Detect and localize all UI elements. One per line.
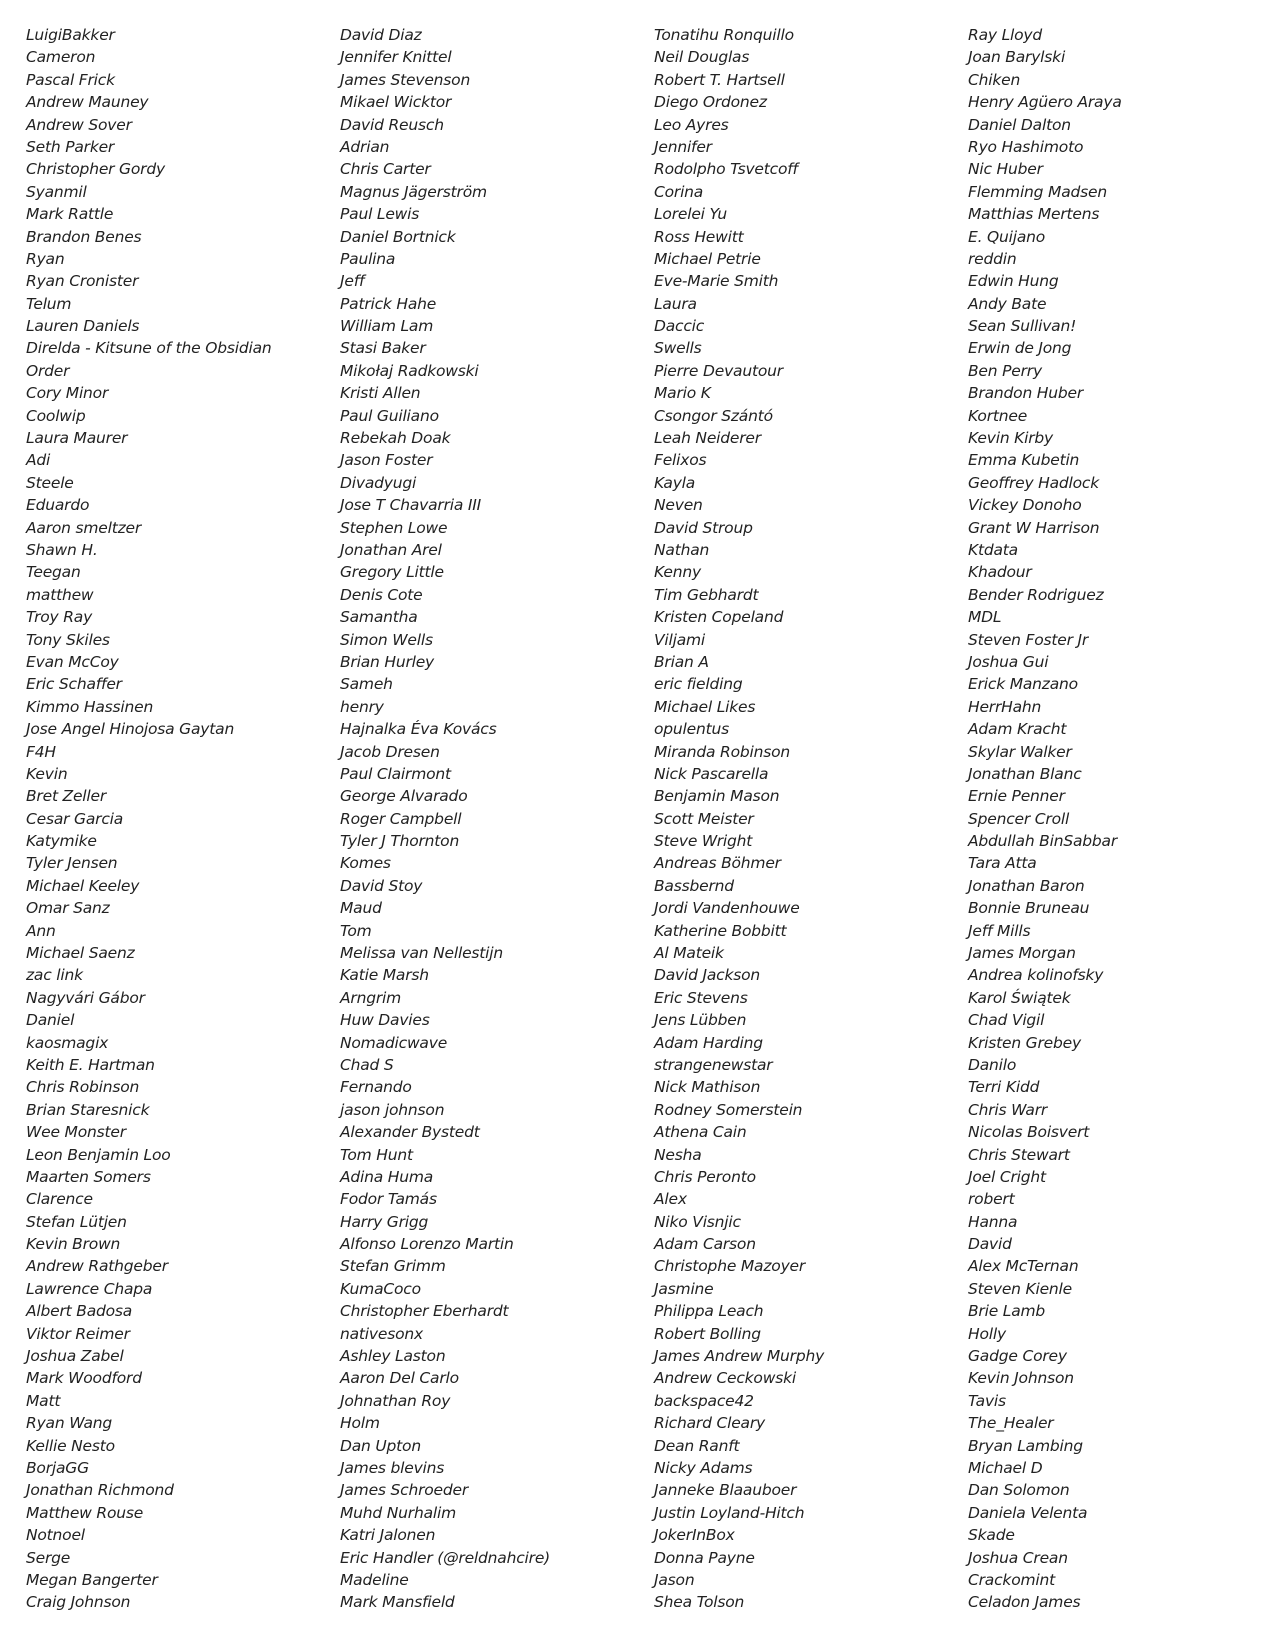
name-entry: Simon Wells xyxy=(340,630,433,649)
name-entry: Adam Kracht xyxy=(968,720,1067,739)
name-entry: zac link xyxy=(26,966,83,985)
name-entry: Chad Vigil xyxy=(968,1011,1045,1030)
name-entry: Athena Cain xyxy=(654,1123,747,1142)
name-entry: Erwin de Jong xyxy=(968,339,1072,358)
name-entry: Jonathan Blanc xyxy=(968,764,1082,783)
name-entry: Matthias Mertens xyxy=(968,205,1100,224)
name-entry: E. Quijano xyxy=(968,227,1046,246)
name-entry: Andrew Rathgeber xyxy=(26,1257,168,1276)
name-entry: Lauren Daniels xyxy=(26,317,140,336)
name-entry: Jens Lübben xyxy=(654,1011,747,1030)
name-entry: Erick Manzano xyxy=(968,675,1078,694)
name-entry: Joel Cright xyxy=(968,1167,1046,1186)
name-entry: Rodolpho Tsvetcoff xyxy=(654,160,798,179)
name-entry: Samantha xyxy=(340,608,418,627)
name-entry: Spencer Croll xyxy=(968,809,1070,828)
name-entry: Ashley Laston xyxy=(340,1347,446,1366)
name-entry: Jacob Dresen xyxy=(340,742,440,761)
name-entry: Henry Agüero Araya xyxy=(968,93,1122,112)
name-entry: Paul Lewis xyxy=(340,205,420,224)
name-entry: Brian Hurley xyxy=(340,652,435,671)
name-entry: Andy Bate xyxy=(968,294,1047,313)
name-entry: Ryan xyxy=(26,249,65,268)
name-entry: Tyler Jensen xyxy=(26,854,118,873)
name-entry: James Andrew Murphy xyxy=(654,1347,825,1366)
name-entry: Eric Handler (@reldnahcire) xyxy=(340,1548,551,1567)
name-entry: Cory Minor xyxy=(26,384,109,403)
name-entry: Daccic xyxy=(654,317,705,336)
name-entry: James Morgan xyxy=(968,944,1076,963)
name-entry: Pierre Devautour xyxy=(654,361,783,380)
name-entry: Alex McTernan xyxy=(968,1257,1079,1276)
name-entry: Hanna xyxy=(968,1212,1018,1231)
name-entry: Jose Angel Hinojosa Gaytan xyxy=(26,720,235,739)
name-entry: Ann xyxy=(26,921,56,940)
name-entry: LuigiBakker xyxy=(26,26,115,44)
name-entry: Alfonso Lorenzo Martin xyxy=(340,1235,514,1254)
name-entry: Mark Rattle xyxy=(26,205,114,224)
name-entry: Diego Ordonez xyxy=(654,93,767,112)
name-entry: Maarten Somers xyxy=(26,1167,151,1186)
name-entry: Ryan Wang xyxy=(26,1414,113,1433)
name-entry: Evan McCoy xyxy=(26,652,119,671)
name-entry: Jennifer xyxy=(654,137,712,156)
name-entry: Michael Saenz xyxy=(26,944,135,963)
name-entry: Christopher Eberhardt xyxy=(340,1302,509,1321)
name-entry: Shea Tolson xyxy=(654,1593,745,1612)
name-entry: jason johnson xyxy=(340,1100,445,1119)
name-entry: Brie Lamb xyxy=(968,1302,1046,1321)
name-entry: Eric Stevens xyxy=(654,988,748,1007)
name-entry: David Jackson xyxy=(654,966,761,985)
name-entry: Stephen Lowe xyxy=(340,518,448,537)
name-entry: Adrian xyxy=(340,137,390,156)
name-entry: Bret Zeller xyxy=(26,787,107,806)
name-entry: Aaron Del Carlo xyxy=(340,1369,459,1388)
name-entry: Steve Wright xyxy=(654,832,753,851)
name-entry: Gregory Little xyxy=(340,563,444,582)
name-entry: Ryan Cronister xyxy=(26,272,139,291)
name-entry: Chris Warr xyxy=(968,1100,1048,1119)
name-entry: matthew xyxy=(26,585,94,604)
name-entry: Adam Harding xyxy=(654,1033,763,1052)
name-entry: Albert Badosa xyxy=(26,1302,133,1321)
name-entry: Joshua Zabel xyxy=(26,1347,124,1366)
name-entry: Andrew Mauney xyxy=(26,93,149,112)
name-entry: Danilo xyxy=(968,1055,1017,1074)
name-entry: Hajnalka Éva Kovács xyxy=(340,720,497,739)
name-entry: Skylar Walker xyxy=(968,742,1072,761)
name-entry: Fodor Tamás xyxy=(340,1190,437,1209)
name-entry: Jason Foster xyxy=(340,451,433,470)
name-entry: Tom xyxy=(340,921,372,940)
name-entry: Muhd Nurhalim xyxy=(340,1503,457,1522)
name-entry: Tim Gebhardt xyxy=(654,585,759,604)
name-entry: Stefan Grimm xyxy=(340,1257,446,1276)
name-entry: Nicolas Boisvert xyxy=(968,1123,1090,1142)
name-entry: backspace42 xyxy=(654,1391,754,1410)
name-entry: Matthew Rouse xyxy=(26,1503,144,1522)
name-entry: Jose T Chavarria III xyxy=(340,496,481,515)
name-entry: Lawrence Chapa xyxy=(26,1279,153,1298)
name-entry: MDL xyxy=(968,608,1002,627)
name-entry: Laura xyxy=(654,294,697,313)
name-entry: nativesonx xyxy=(340,1324,423,1343)
name-entry: James blevins xyxy=(340,1459,445,1477)
name-entry: Sean Sullivan! xyxy=(968,317,1077,336)
name-entry: Mario K xyxy=(654,384,711,403)
name-entry: Adi xyxy=(26,451,51,470)
name-entry: Daniel Dalton xyxy=(968,115,1071,134)
name-entry: Robert Bolling xyxy=(654,1324,761,1343)
name-entry: Maud xyxy=(340,899,382,918)
name-entry: kaosmagix xyxy=(26,1033,109,1052)
name-entry: Benjamin Mason xyxy=(654,787,780,806)
name-entry: strangenewstar xyxy=(654,1055,773,1074)
name-entry: F4H xyxy=(26,742,56,761)
name-entry: Nic Huber xyxy=(968,160,1043,179)
name-entry: Harry Grigg xyxy=(340,1212,429,1231)
name-entry: David Stoy xyxy=(340,876,423,895)
name-entry: Steven Foster Jr xyxy=(968,630,1089,649)
name-entry: Ernie Penner xyxy=(968,787,1065,806)
name-entry: Geoffrey Hadlock xyxy=(968,473,1100,492)
name-entry: robert xyxy=(968,1190,1015,1209)
name-entry: Brian Staresnick xyxy=(26,1100,150,1119)
name-entry: Tom Hunt xyxy=(340,1145,413,1164)
name-entry: Joshua Crean xyxy=(968,1548,1068,1567)
name-entry: Kimmo Hassinen xyxy=(26,697,154,716)
name-entry: Kevin Johnson xyxy=(968,1369,1074,1388)
name-entry: Joan Barylski xyxy=(968,48,1066,67)
name-entry: Andrea kolinofsky xyxy=(968,966,1104,985)
name-entry: Scott Meister xyxy=(654,809,754,828)
name-entry: Jeff Mills xyxy=(968,921,1031,940)
name-entry: Eric Schaffer xyxy=(26,675,122,694)
name-entry: Syanmil xyxy=(26,182,87,201)
name-entry: BorjaGG xyxy=(26,1459,89,1477)
name-entry: Neil Douglas xyxy=(654,48,750,67)
name-entry: Kristen Copeland xyxy=(654,608,784,627)
name-entry: Alex xyxy=(654,1190,687,1209)
name-entry: Eduardo xyxy=(26,496,90,515)
name-entry: Fernando xyxy=(340,1078,412,1097)
name-entry: Terri Kidd xyxy=(968,1078,1040,1097)
name-entry: reddin xyxy=(968,249,1017,268)
name-entry: Jordi Vandenhouwe xyxy=(654,899,800,918)
name-entry: Kristen Grebey xyxy=(968,1033,1081,1052)
name-entry: Michael D xyxy=(968,1459,1043,1477)
name-entry: KumaCoco xyxy=(340,1279,421,1298)
name-entry: Leah Neiderer xyxy=(654,429,761,448)
name-entry: Megan Bangerter xyxy=(26,1570,158,1589)
name-entry: Christopher Gordy xyxy=(26,160,165,179)
name-entry: opulentus xyxy=(654,720,729,739)
name-entry: Michael Keeley xyxy=(26,876,140,895)
name-entry: Wee Monster xyxy=(26,1123,126,1142)
name-entry: Cameron xyxy=(26,48,96,67)
name-entry: Paul Clairmont xyxy=(340,764,451,783)
name-entry: Tara Atta xyxy=(968,854,1037,873)
name-entry: Andreas Böhmer xyxy=(654,854,781,873)
name-entry: Nick Mathison xyxy=(654,1078,761,1097)
name-entry: Stefan Lütjen xyxy=(26,1212,127,1231)
name-entry: Jasmine xyxy=(654,1279,714,1298)
name-entry: Madeline xyxy=(340,1570,409,1589)
name-entry: Mark Mansfield xyxy=(340,1593,455,1612)
name-column-3 xyxy=(654,24,944,1614)
name-entry: Dean Ranft xyxy=(654,1436,740,1455)
name-entry: Jeff xyxy=(340,272,365,291)
name-entry: Skade xyxy=(968,1526,1015,1545)
name-entry: Kevin Kirby xyxy=(968,429,1054,448)
name-entry: David Stroup xyxy=(654,518,753,537)
name-entry: Shawn H. xyxy=(26,540,98,559)
name-entry: Mikołaj Radkowski xyxy=(340,361,479,380)
name-entry: Chris Stewart xyxy=(968,1145,1070,1164)
name-entry: Divadyugi xyxy=(340,473,417,492)
name-entry: The_Healer xyxy=(968,1414,1054,1433)
name-entry: Bassbernd xyxy=(654,876,734,895)
name-entry: Dan Solomon xyxy=(968,1481,1070,1500)
name-entry: Emma Kubetin xyxy=(968,451,1080,470)
name-entry: Jennifer Knittel xyxy=(340,48,452,67)
name-entry: Steven Kienle xyxy=(968,1279,1072,1298)
name-entry: Nick Pascarella xyxy=(654,764,769,783)
name-entry: Katri Jalonen xyxy=(340,1526,436,1545)
name-entry: Omar Sanz xyxy=(26,899,110,918)
name-entry: Karol Świątek xyxy=(968,988,1071,1007)
name-entry: Janneke Blaauboer xyxy=(654,1481,797,1500)
name-entry: James Stevenson xyxy=(340,70,471,89)
name-entry: Adam Carson xyxy=(654,1235,756,1254)
name-entry: Jonathan Baron xyxy=(968,876,1085,895)
name-entry: Cesar Garcia xyxy=(26,809,124,828)
name-entry: Robert T. Hartsell xyxy=(654,70,785,89)
name-entry: Miranda Robinson xyxy=(654,742,791,761)
name-entry: Nesha xyxy=(654,1145,702,1164)
name-entry: George Alvarado xyxy=(340,787,468,806)
name-entry: Kevin Brown xyxy=(26,1235,121,1254)
name-entry: Huw Davies xyxy=(340,1011,430,1030)
name-entry: Order xyxy=(26,361,70,380)
name-entry: Vickey Donoho xyxy=(968,496,1082,515)
name-entry: Celadon James xyxy=(968,1593,1081,1612)
name-entry: Felixos xyxy=(654,451,707,470)
name-entry: Brandon Benes xyxy=(26,227,142,246)
name-entry: Kayla xyxy=(654,473,696,492)
name-entry: Matt xyxy=(26,1391,61,1410)
name-entry: Katie Marsh xyxy=(340,966,429,985)
name-entry: Adina Huma xyxy=(340,1167,434,1186)
name-entry: Daniel Bortnick xyxy=(340,227,456,246)
name-entry: Leo Ayres xyxy=(654,115,729,134)
name-entry: Edwin Hung xyxy=(968,272,1059,291)
name-entry: Katymike xyxy=(26,832,97,851)
name-entry: Jason xyxy=(654,1570,695,1589)
name-entry: Tyler J Thornton xyxy=(340,832,460,851)
name-entry: Stasi Baker xyxy=(340,339,426,358)
name-entry: Niko Visnjic xyxy=(654,1212,741,1231)
name-entry: Eve-Marie Smith xyxy=(654,272,779,291)
name-entry: Ryo Hashimoto xyxy=(968,137,1084,156)
name-entry: Komes xyxy=(340,854,391,873)
name-entry: Leon Benjamin Loo xyxy=(26,1145,171,1164)
name-entry: Viktor Reimer xyxy=(26,1324,130,1343)
name-entry: Nicky Adams xyxy=(654,1459,753,1477)
name-entry: Brandon Huber xyxy=(968,384,1084,403)
name-entry: Justin Loyland-Hitch xyxy=(654,1503,805,1522)
name-entry: Swells xyxy=(654,339,702,358)
name-entry: eric fielding xyxy=(654,675,743,694)
name-entry: Andrew Sover xyxy=(26,115,132,134)
name-entry: Andrew Ceckowski xyxy=(654,1369,796,1388)
name-entry: Christophe Mazoyer xyxy=(654,1257,806,1276)
name-entry: David xyxy=(968,1235,1012,1254)
name-entry: Holly xyxy=(968,1324,1006,1343)
name-entry: Pascal Frick xyxy=(26,70,115,89)
name-entry: Steele xyxy=(26,473,74,492)
name-entry: Daniela Velenta xyxy=(968,1503,1088,1522)
name-entry: Troy Ray xyxy=(26,608,93,627)
name-entry: Abdullah BinSabbar xyxy=(968,832,1118,851)
name-entry: Rebekah Doak xyxy=(340,429,451,448)
name-entry: Kellie Nesto xyxy=(26,1436,115,1455)
name-entry: Michael Petrie xyxy=(654,249,761,268)
name-entry: Grant W Harrison xyxy=(968,518,1100,537)
name-entry: Chiken xyxy=(968,70,1021,89)
name-entry: Jonathan Richmond xyxy=(26,1481,174,1500)
name-entry: Bonnie Bruneau xyxy=(968,899,1090,918)
name-entry: Csongor Szántó xyxy=(654,406,773,425)
name-entry: Clarence xyxy=(26,1190,93,1209)
name-entry: Al Mateik xyxy=(654,944,724,963)
name-entry: Johnathan Roy xyxy=(340,1391,451,1410)
name-column-1 xyxy=(26,24,316,1614)
name-entry: HerrHahn xyxy=(968,697,1042,716)
name-entry: Nagyvári Gábor xyxy=(26,988,145,1007)
name-entry: Ben Perry xyxy=(968,361,1042,380)
name-entry: Viljami xyxy=(654,630,706,649)
name-entry: Seth Parker xyxy=(26,137,115,156)
name-entry: Daniel xyxy=(26,1011,75,1030)
name-entry: Tavis xyxy=(968,1391,1006,1410)
name-entry: David Diaz xyxy=(340,26,422,44)
name-entry: Gadge Corey xyxy=(968,1347,1067,1366)
name-entry: Lorelei Yu xyxy=(654,205,727,224)
name-entry: Bryan Lambing xyxy=(968,1436,1083,1455)
name-entry: Patrick Hahe xyxy=(340,294,437,313)
name-entry: Joshua Gui xyxy=(968,652,1049,671)
name-entry: Keith E. Hartman xyxy=(26,1055,155,1074)
name-entry: Kenny xyxy=(654,563,701,582)
name-entry: Rodney Somerstein xyxy=(654,1100,803,1119)
name-entry: Kristi Allen xyxy=(340,384,421,403)
name-entry: Tonatihu Ronquillo xyxy=(654,26,794,44)
name-entry: Khadour xyxy=(968,563,1032,582)
name-entry: Paulina xyxy=(340,249,396,268)
name-entry: Neven xyxy=(654,496,703,515)
name-entry: Mark Woodford xyxy=(26,1369,142,1388)
name-entry: Melissa van Nellestijn xyxy=(340,944,503,963)
name-entry: Teegan xyxy=(26,563,81,582)
name-entry: William Lam xyxy=(340,317,434,336)
name-entry: Michael Likes xyxy=(654,697,756,716)
name-entry: Kevin xyxy=(26,764,68,783)
name-entry: Ross Hewitt xyxy=(654,227,744,246)
name-entry: Chad S xyxy=(340,1055,394,1074)
name-entry: Katherine Bobbitt xyxy=(654,921,787,940)
name-entry: Craig Johnson xyxy=(26,1593,131,1612)
name-entry: Flemming Madsen xyxy=(968,182,1107,201)
name-entry: Chris Robinson xyxy=(26,1078,140,1097)
name-entry: Bender Rodriguez xyxy=(968,585,1104,604)
name-entry: Jonathan Arel xyxy=(340,540,442,559)
name-entry: Serge xyxy=(26,1548,71,1567)
name-entry: Richard Cleary xyxy=(654,1414,765,1433)
name-entry: Notnoel xyxy=(26,1526,85,1545)
name-entry: Telum xyxy=(26,294,72,313)
name-entry: Coolwip xyxy=(26,406,86,425)
name-entry: Ktdata xyxy=(968,540,1018,559)
name-entry: Dan Upton xyxy=(340,1436,421,1455)
name-entry: Nomadicwave xyxy=(340,1033,448,1052)
name-entry: James Schroeder xyxy=(340,1481,469,1500)
name-entry: Holm xyxy=(340,1414,380,1433)
name-entry: Direlda - Kitsune of the Obsidian xyxy=(26,339,272,358)
name-entry: Ray Lloyd xyxy=(968,26,1043,44)
name-entry: JokerInBox xyxy=(654,1526,735,1545)
name-entry: David Reusch xyxy=(340,115,444,134)
name-entry: Philippa Leach xyxy=(654,1302,764,1321)
name-entry: Magnus Jägerström xyxy=(340,182,487,201)
name-column-2 xyxy=(340,24,630,1614)
name-entry: Mikael Wicktor xyxy=(340,93,452,112)
name-entry: Roger Campbell xyxy=(340,809,462,828)
name-entry: Nathan xyxy=(654,540,710,559)
name-entry: Denis Cote xyxy=(340,585,423,604)
name-entry: Corina xyxy=(654,182,704,201)
name-entry: Sameh xyxy=(340,675,393,694)
name-entry: Chris Peronto xyxy=(654,1167,756,1186)
name-entry: Brian A xyxy=(654,652,709,671)
name-entry: Donna Payne xyxy=(654,1548,755,1567)
name-entry: Alexander Bystedt xyxy=(340,1123,480,1142)
name-entry: Kortnee xyxy=(968,406,1028,425)
name-entry: Paul Guiliano xyxy=(340,406,439,425)
name-entry: Chris Carter xyxy=(340,160,431,179)
name-entry: Arngrim xyxy=(340,988,402,1007)
name-column-4 xyxy=(968,24,1258,1614)
name-entry: Tony Skiles xyxy=(26,630,110,649)
name-entry: Laura Maurer xyxy=(26,429,128,448)
name-entry: Crackomint xyxy=(968,1570,1055,1589)
name-entry: henry xyxy=(340,697,384,716)
name-entry: Aaron smeltzer xyxy=(26,518,142,537)
